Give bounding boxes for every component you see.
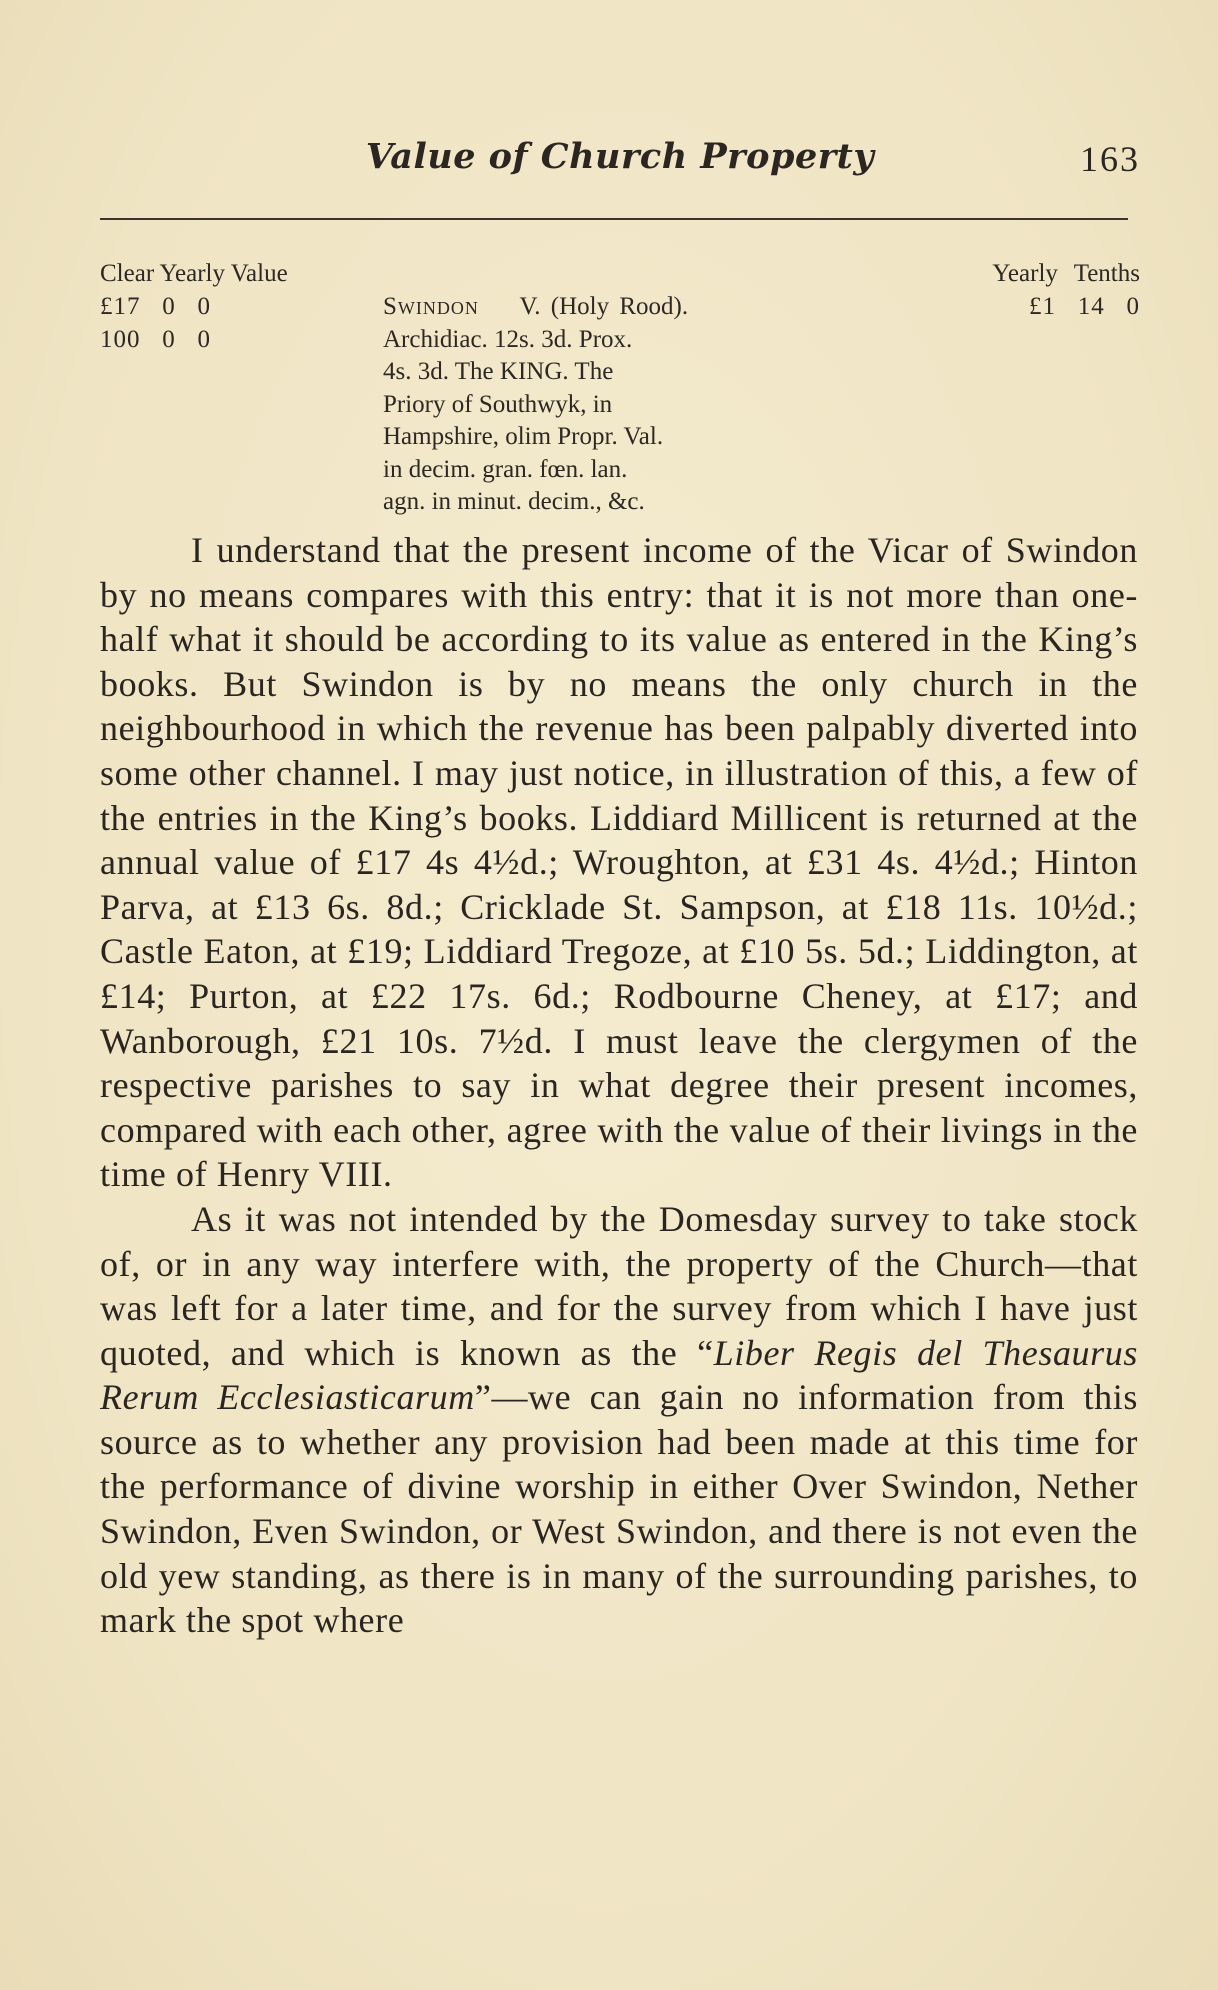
value-column — [100, 291, 360, 356]
value-archidiac: 100 0 0 — [100, 325, 211, 353]
running-head — [100, 128, 1140, 188]
desc-line: in decim. gran. fœn. lan. — [383, 455, 628, 483]
clear-yearly-value-header: Clear Yearly Value — [100, 260, 288, 287]
running-title: Value of Church Property — [365, 136, 875, 177]
place-name: Swindon — [383, 293, 479, 320]
desc-line: Hampshire, olim Propr. Val. — [383, 423, 664, 450]
tenths-value: £1 14 0 — [1029, 293, 1140, 320]
header-rule — [100, 218, 1128, 220]
paragraph — [100, 1197, 1138, 1643]
paragraph-text: As it was not intended by the Domesday survey to take stock of, or in any way interfere with, the property of the Church—that was left for a later time, and for the survey from which I have just quoted, and which is known as the “ — [100, 1198, 1138, 1373]
page-number: 163 — [1080, 139, 1140, 179]
paragraph: I understand that the present income of the Vicar of Swindon by no means compares with this entry: that it is not more than one-half what it should be according to its value as entered in the King’s books. But Swindon is by no means the only church in the neighbourhood in which the revenue has been palpably diverted into some other channel. I may just notice, in illustration of this, a few of the entries in the King’s books. Liddiard Millicent is returned at the annual value of £17 4s 4½d.; Wroughton, at £31 4s. 4½d.; Hinton Parva, at £13 6s. 8d.; Cricklade St. Sampson, at £18 11s. 10½d.; Castle Eaton, at £19; Liddiard Tregoze, at £10 5s. 5d.; Liddington, at £14; Purton, at £22 17s. 6d.; Rodbourne Cheney, at £17; and Wanborough, £21 10s. 7½d. I must leave the clergymen of the respective parishes to say in what degree their present incomes, compared with each other, agree with the value of their livings in the time of Henry VIII. — [100, 530, 1138, 1195]
desc-line: agn. in minut. decim., &c. — [383, 488, 645, 515]
desc-line: 4s. 3d. The KING. The — [383, 358, 614, 385]
liber-regis-title: Liber Regis del Thesaurus Rerum Ecclesiasticarum — [100, 1332, 1138, 1418]
desc-line: Priory of Southwyk, in — [383, 390, 613, 418]
entry-description — [383, 291, 913, 519]
kings-books-entry — [100, 258, 1140, 528]
church-dedication: V. (Holy Rood). — [519, 293, 689, 320]
entry-first-line — [383, 291, 913, 324]
desc-line: Archidiac. 12s. 3d. Prox. — [383, 325, 633, 353]
yearly-tenths-header: Yearly Tenths — [992, 260, 1140, 287]
paragraph-text: ”—we can gain no information from this source as to whether any provision had been made at this time for the performance of divine worship in either Over Swindon, Nether Swindon, Even Swindon, or West Swindon, and there is not even the old yew standing, as there is in many of the surrounding parishes, to mark the spot where — [100, 1377, 1138, 1641]
value-vicarage: £17 0 0 — [100, 293, 211, 320]
body-text — [100, 528, 1138, 1643]
